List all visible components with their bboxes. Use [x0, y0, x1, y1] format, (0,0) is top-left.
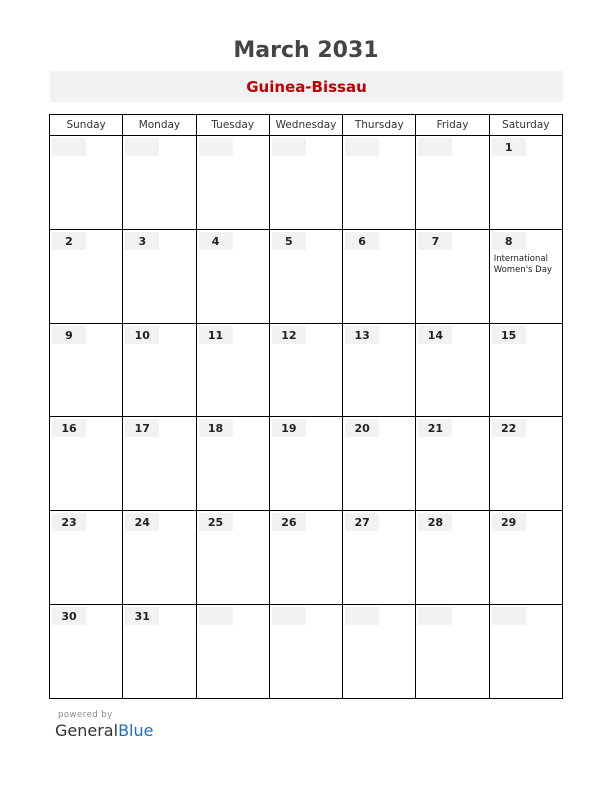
- day-number-box: [125, 513, 159, 531]
- day-number: 12: [281, 328, 297, 342]
- calendar-body: [50, 136, 563, 699]
- day-number-box: [52, 513, 86, 531]
- day-number-box: [199, 607, 233, 625]
- empty-day-cell: [196, 605, 269, 699]
- weekday-header-row: [50, 115, 563, 136]
- calendar-week-row: [50, 229, 563, 323]
- day-number-box: [345, 326, 379, 344]
- day-number-box: [52, 232, 86, 250]
- day-number-box: [492, 138, 526, 156]
- day-number: 11: [207, 328, 224, 342]
- day-cell-10[interactable]: [123, 323, 196, 417]
- day-number-box: [492, 607, 526, 625]
- day-number: 21: [427, 422, 444, 436]
- day-number-box: [199, 513, 233, 531]
- day-cell-22[interactable]: [489, 417, 562, 511]
- day-cell-14[interactable]: [416, 323, 489, 417]
- day-number: 24: [134, 516, 150, 530]
- day-cell-15[interactable]: [489, 323, 562, 417]
- day-number: 20: [354, 422, 370, 436]
- day-number: 7: [431, 234, 440, 248]
- calendar-week-row: [50, 417, 563, 511]
- day-number-box: [52, 326, 86, 344]
- day-cell-11[interactable]: [196, 323, 269, 417]
- weekday-header-saturday: Saturday: [489, 115, 562, 136]
- day-number-box: [125, 232, 159, 250]
- calendar-week-row: [50, 605, 563, 699]
- day-cell-3[interactable]: [123, 229, 196, 323]
- day-number: 5: [285, 234, 293, 248]
- day-number: 8: [504, 234, 513, 248]
- day-number-box: [52, 419, 86, 437]
- empty-day-cell: [269, 136, 342, 230]
- page-title: March 2031: [233, 38, 379, 63]
- empty-day-cell: [343, 136, 416, 230]
- day-number-box: [125, 326, 159, 344]
- day-number: 15: [501, 328, 517, 342]
- day-cell-18[interactable]: [196, 417, 269, 511]
- day-cell-8[interactable]: [489, 229, 562, 323]
- day-cell-5[interactable]: [269, 229, 342, 323]
- day-number-box: [272, 419, 306, 437]
- day-number: 29: [501, 516, 517, 530]
- day-cell-2[interactable]: [50, 229, 123, 323]
- weekday-header-wednesday: Wednesday: [269, 115, 342, 136]
- day-number: 1: [504, 141, 513, 154]
- day-number: 14: [427, 328, 444, 342]
- day-number: 26: [281, 516, 297, 530]
- day-number-box: [125, 607, 159, 625]
- day-number: 23: [61, 516, 77, 530]
- day-number-box: [199, 232, 233, 250]
- weekday-header-monday: Monday: [123, 115, 196, 136]
- empty-day-cell: [269, 605, 342, 699]
- day-cell-9[interactable]: [50, 323, 123, 417]
- day-number-box: [272, 232, 306, 250]
- day-number: 9: [65, 328, 73, 342]
- day-number-box: [345, 232, 379, 250]
- day-number: 18: [207, 422, 224, 436]
- day-number: 22: [501, 422, 517, 436]
- weekday-header-sunday: Sunday: [50, 115, 123, 136]
- day-number-box: [199, 138, 233, 156]
- empty-day-cell: [343, 605, 416, 699]
- day-number-box: [52, 607, 86, 625]
- day-number-box: [125, 138, 159, 156]
- day-cell-27[interactable]: [343, 511, 416, 605]
- empty-day-cell: [416, 136, 489, 230]
- day-cell-1[interactable]: [489, 136, 562, 230]
- day-cell-25[interactable]: [196, 511, 269, 605]
- day-cell-17[interactable]: [123, 417, 196, 511]
- calendar-week-row: [50, 136, 563, 230]
- day-number-box: [418, 138, 452, 156]
- empty-day-cell: [50, 136, 123, 230]
- day-number: 31: [134, 610, 150, 624]
- day-number-box: [199, 419, 233, 437]
- day-number: 6: [358, 234, 366, 248]
- day-number-box: [199, 326, 233, 344]
- day-cell-31[interactable]: [123, 605, 196, 699]
- day-number-box: [345, 513, 379, 531]
- day-number-box: [345, 419, 379, 437]
- day-number-box: [272, 513, 306, 531]
- calendar-week-row: [50, 511, 563, 605]
- holiday-label: International Women's Day: [493, 253, 552, 275]
- day-number-box: [272, 326, 306, 344]
- day-cell-13[interactable]: [343, 323, 416, 417]
- day-number: 13: [354, 328, 370, 342]
- day-number: 3: [138, 234, 147, 248]
- day-cell-23[interactable]: [50, 511, 123, 605]
- day-number-box: [52, 138, 86, 156]
- weekday-header-tuesday: Tuesday: [196, 115, 269, 136]
- day-cell-30[interactable]: [50, 605, 123, 699]
- day-cell-29[interactable]: [489, 511, 562, 605]
- country-banner: [50, 71, 563, 102]
- generalblue-logo[interactable]: [55, 721, 153, 740]
- day-number-box: [492, 232, 526, 250]
- day-number-box: [492, 419, 526, 437]
- day-number-box: [492, 326, 526, 344]
- day-number-box: [418, 513, 452, 531]
- powered-by-text: powered by: [58, 710, 113, 720]
- day-number-box: [492, 513, 526, 531]
- day-cell-24[interactable]: [123, 511, 196, 605]
- day-number: 16: [61, 422, 77, 436]
- day-cell-4[interactable]: [196, 229, 269, 323]
- day-number-box: [125, 419, 159, 437]
- empty-day-cell: [196, 136, 269, 230]
- day-number: 30: [61, 610, 77, 624]
- day-cell-20[interactable]: [343, 417, 416, 511]
- day-cell-6[interactable]: [343, 229, 416, 323]
- day-number-box: [418, 607, 452, 625]
- day-number-box: [345, 138, 379, 156]
- weekday-header-thursday: Thursday: [343, 115, 416, 136]
- day-number: 27: [354, 516, 370, 530]
- day-number-box: [272, 138, 306, 156]
- day-cell-19[interactable]: [269, 417, 342, 511]
- day-number-box: [272, 607, 306, 625]
- weekday-header-friday: Friday: [416, 115, 489, 136]
- empty-day-cell: [123, 136, 196, 230]
- empty-day-cell: [416, 605, 489, 699]
- day-cell-7[interactable]: [416, 229, 489, 323]
- day-number: 28: [427, 516, 444, 530]
- country-name: Guinea-Bissau: [246, 78, 367, 96]
- day-number-box: [418, 232, 452, 250]
- empty-day-cell: [489, 605, 562, 699]
- day-number: 25: [207, 516, 224, 530]
- day-cell-21[interactable]: [416, 417, 489, 511]
- day-cell-12[interactable]: [269, 323, 342, 417]
- day-cell-28[interactable]: [416, 511, 489, 605]
- day-cell-16[interactable]: [50, 417, 123, 511]
- day-number: 2: [65, 234, 73, 248]
- day-number: 19: [281, 422, 297, 436]
- day-cell-26[interactable]: [269, 511, 342, 605]
- day-number: 4: [211, 234, 220, 248]
- brand-blue-text: Blue: [118, 721, 154, 740]
- day-number-box: [418, 326, 452, 344]
- calendar-week-row: [50, 323, 563, 417]
- day-number: 17: [134, 422, 150, 436]
- brand-general-text: General: [55, 721, 119, 740]
- day-number: 10: [134, 328, 150, 342]
- calendar-grid: [49, 114, 563, 699]
- day-number-box: [418, 419, 452, 437]
- day-number-box: [345, 607, 379, 625]
